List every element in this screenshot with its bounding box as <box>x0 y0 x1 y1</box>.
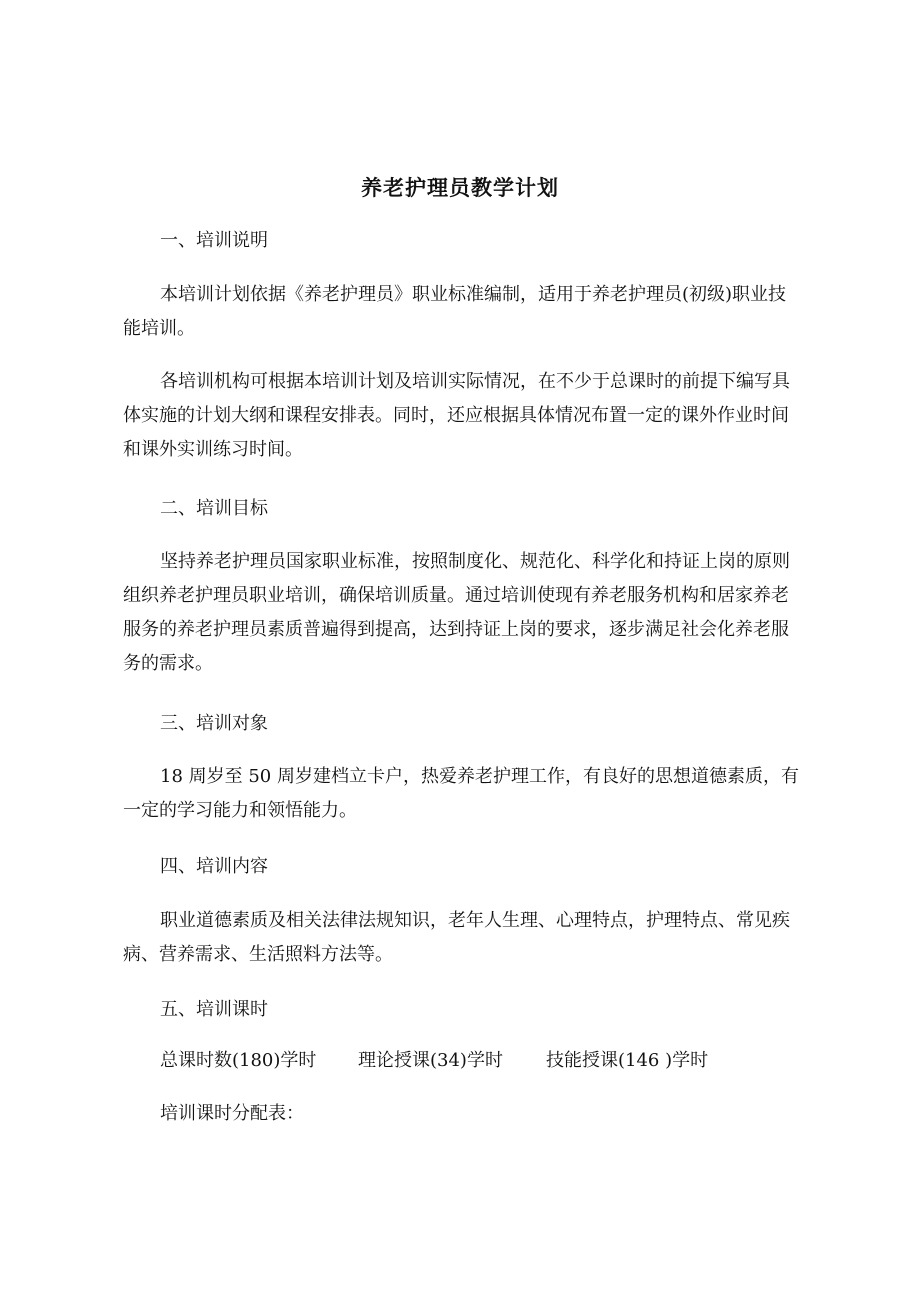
paragraph-line: 和课外实训练习时间。 <box>123 439 303 460</box>
paragraph-line: 本培训计划依据《养老护理员》职业标准编制，适用于养老护理员(初级)职业技 <box>160 284 787 305</box>
document-title: 养老护理员教学计划 <box>361 175 559 200</box>
hours-summary <box>160 1046 708 1076</box>
paragraph-line: 体实施的计划大纲和课程安排表。同时，还应根据具体情况布置一定的课外作业时间 <box>123 405 789 426</box>
paragraph <box>123 545 813 681</box>
paragraph-line: 各培训机构可根据本培训计划及培训实际情况，在不少于总课时的前提下编写具 <box>160 371 790 392</box>
section-heading-training-content: 四、培训内容 <box>160 856 268 877</box>
paragraph-line: 一定的学习能力和领悟能力。 <box>123 800 357 821</box>
paragraph-line: 服务的养老护理员素质普遍得到提高，达到持证上岗的要求，逐步满足社会化养老服 <box>123 619 789 640</box>
section-heading-training-goal: 二、培训目标 <box>160 498 268 519</box>
section-heading-training-target: 三、培训对象 <box>160 713 268 734</box>
paragraph-line: 务的需求。 <box>123 653 213 674</box>
table-caption: 培训课时分配表： <box>160 1103 304 1124</box>
paragraph-line: 能培训。 <box>123 318 195 339</box>
paragraph <box>123 904 813 972</box>
paragraph-line: 职业道德素质及相关法律法规知识，老年人生理、心理特点，护理特点、常见疾 <box>160 910 790 931</box>
paragraph-line: 坚持养老护理员国家职业标准，按照制度化、规范化、科学化和持证上岗的原则 <box>160 551 790 572</box>
paragraph <box>123 365 813 467</box>
paragraph <box>123 278 813 346</box>
theory-hours: 理论授课(34)学时 <box>358 1050 503 1071</box>
paragraph-line: 病、营养需求、生活照料方法等。 <box>123 944 393 965</box>
total-hours: 总课时数(180)学时 <box>160 1050 317 1071</box>
section-heading-training-hours: 五、培训课时 <box>160 999 268 1020</box>
paragraph <box>123 760 813 828</box>
section-heading-training-description: 一、培训说明 <box>160 230 268 251</box>
paragraph-line: 组织养老护理员职业培训，确保培训质量。通过培训使现有养老服务机构和居家养老 <box>123 585 789 606</box>
skill-hours: 技能授课(146 )学时 <box>546 1050 709 1071</box>
paragraph-line: 18 周岁至 50 周岁建档立卡户，热爱养老护理工作，有良好的思想道德素质，有 <box>160 766 799 787</box>
